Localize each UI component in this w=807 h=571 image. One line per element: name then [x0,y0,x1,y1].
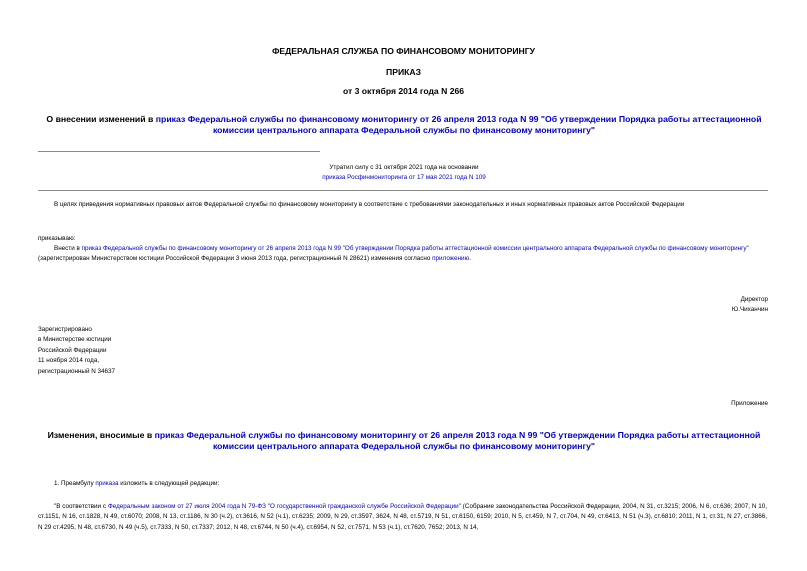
registration-line: в Министерстве юстиции [38,336,112,344]
appendix-title-link[interactable]: приказ Федеральной службы по финансовому мониторингу от 26 апреля 2013 года N 99 "Об утверждении Порядка работы аттестационной комиссии центрального аппарата Федеральной службы по финансовому мониторингу" [154,430,761,451]
p1-link[interactable]: приказа [95,480,119,487]
appendix-title-prefix: Изменения, вносимые в [47,430,155,440]
agency-name: ФЕДЕРАЛЬНАЯ СЛУЖБА ПО ФИНАНСОВОМУ МОНИТОРИНГУ [272,46,535,56]
status-link[interactable]: приказа Росфинмониторинга от 17 мая 2021 года N 109 [322,174,486,182]
title-link[interactable]: приказ Федеральной службы по финансовому мониторингу от 26 апреля 2013 года N 99 "Об утверждении Порядка работы аттестационной комиссии центрального аппарата Федеральной службы по финансовому мониторингу" [155,114,762,135]
title-prefix: О внесении изменений в [46,114,156,124]
registration-block [38,325,115,377]
order-item [38,244,767,265]
preamble: В целях приведения нормативных правовых актов Федеральной службы по финансовому мониторингу в соответствие с требованиями законодательных и иных нормативных правовых актов Российской Федерации [54,201,685,208]
p1-prefix: 1. Преамбулу [54,480,96,487]
registration-line: регистрационный N 34637 [38,367,116,375]
document-date-number: от 3 октября 2014 года N 266 [342,86,465,96]
appendix-title [36,430,772,452]
status-line: Утратил силу с 31 октября 2021 года на основании [329,164,479,171]
appendix-label: Приложение [731,400,768,407]
quote-prefix: "В соответствии с [54,503,108,510]
status-note [230,163,578,184]
document-type: ПРИКАЗ [386,67,421,77]
appendix-quote [38,502,767,533]
registration-line: Российской Федерации [38,346,107,354]
signature-position: Директор [740,296,768,303]
p1-end: изложить в следующей редакции: [118,480,220,487]
registration-line: Зарегистрировано [38,326,92,333]
document-title [36,114,772,136]
item-prefix: Внести в [54,245,82,252]
registration-line: 11 ноября 2014 года, [38,357,100,365]
item-link-appendix[interactable]: приложению [432,255,470,263]
quote-link-law[interactable]: Федеральным законом от 27 июля 2004 года N 79-ФЗ "О государственной гражданской службе Российской Федерации" [107,503,461,510]
quote-rest: (Собрание законодательства Российской Федерации, 2004, N 31, ст.3215; 2006, N 6, ст.636; 2007, N 10, ст.1151, N 16, ст.1828, N 49, ст.6070; 2008, N 13, ст.1186, N 30 (ч.2), ст.3616, N 52 (ч.1), ст.6235; 2009, N 29, ст.3597, 3624, N 48, ст.5719, N 51, ст.6150, 6159; 2010, N 5, ст.459, N 7, ст.704, N 49, ст.6413, N 51 (ч.3), ст.6810; 2011, N 1, ст.31, N 27, ст.3866, N 29 ст.4295, N 48, ст.6730, N 49 (ч.5), ст.7333, N 50, ст.7337; 2012, N 48, ст.6744, N 50 (ч.4), ст.6954, N 52, ст.7571, N 53 (ч.1), ст.7620, 7652; 2013, N 14, [38,503,767,531]
signature-name: Ю.Чиханчин [731,306,768,314]
order-word: приказываю: [38,235,76,242]
item-mid: (зарегистрирован Министерством юстиции Российской Федерации 3 июня 2013 года, регистрационный N 28621) изменения согласно [38,255,433,263]
item-link-order[interactable]: приказ Федеральной службы по финансовому мониторингу от 26 апреля 2013 года N 99 "Об утверждении Порядка работы аттестационной комиссии центрального аппарата Федеральной службы по финансовому мониторингу" [81,245,749,252]
signature-block [732,295,768,316]
appendix-paragraph-1 [54,479,219,489]
divider-short [38,151,320,152]
item-end: . [469,255,471,263]
divider-long [38,190,768,191]
